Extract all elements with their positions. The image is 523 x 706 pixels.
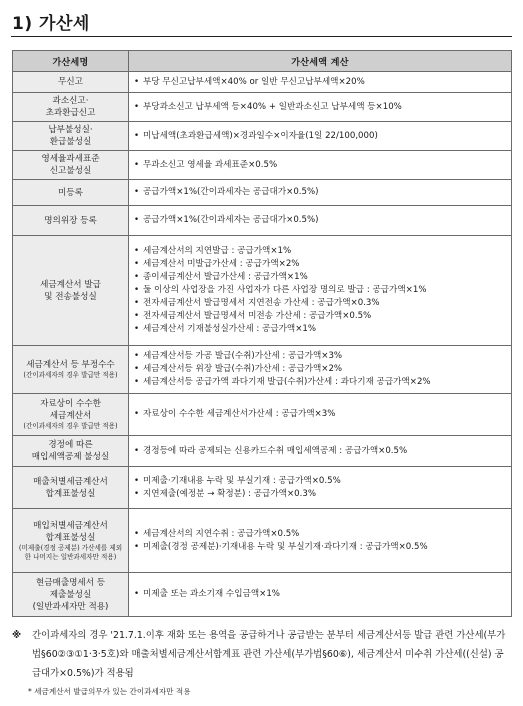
- penalty-calc-cell: [129, 236, 512, 346]
- calc-item: • 미납세액(초과환급세액)×경과일수×이자율(1일 22/100,000): [133, 130, 507, 143]
- title-divider: [11, 36, 512, 37]
- penalty-name-cell: 명의위장 등록: [13, 206, 129, 236]
- penalty-calc-cell: [129, 436, 512, 467]
- calc-item: • 경정등에 따라 공제되는 신용카드수취 매입세액공제 : 공급가액×0.5%: [133, 445, 507, 458]
- calc-item: • 무과소신고 영세율 과세표준×0.5%: [133, 159, 507, 172]
- calc-item: • 미제출·기재내용 누락 및 부실기재 : 공급가액×0.5%: [133, 475, 507, 488]
- penalty-name-cell: 영세율과세표준 신고불성실: [13, 151, 129, 180]
- calc-item: • 세금계산서등 위장 발급(수취)가산세 : 공급가액×2%: [133, 363, 507, 376]
- calc-item: • 둘 이상의 사업장을 가진 사업자가 다른 사업장 명의로 발급 : 공급가액×1%: [133, 284, 507, 297]
- footnote: * 세금계산서 발급의무가 있는 간이과세자만 적용: [28, 687, 191, 696]
- note-text: 간이과세자의 경우 '21.7.1.이후 재화 또는 용역을 공급하거나 공급받는 분부터 세금계산서등 발급 관련 가산세(부가법§60②③①1·3·5호)와 매출처별세금계산서합계표 관련 가산세(부가법§60⑥), 세금계산서 미수취 가산세((신설) 공급대가×0.5%)가 적용됨: [32, 630, 506, 679]
- table-row: [13, 93, 512, 122]
- penalty-name-cell: 과소신고· 초과환급신고: [13, 93, 129, 122]
- header-penalty-name: 가산세명: [13, 51, 129, 72]
- table-row: [13, 122, 512, 151]
- penalty-name-cell: 현금매출명세서 등 제출불성실 (일반과세자만 적용): [13, 573, 129, 617]
- table-row: [13, 436, 512, 467]
- table-row: [13, 151, 512, 180]
- penalty-calc-cell: [129, 394, 512, 436]
- calc-item: • 지연제출(예정분 → 확정분) : 공급가액×0.3%: [133, 488, 507, 501]
- calc-item: • 미제출 또는 과소기재 수입금액×1%: [133, 588, 507, 601]
- table-row: [13, 236, 512, 346]
- calc-item: • 전자세금계산서 발급명세서 지연전송 가산세 : 공급가액×0.3%: [133, 297, 507, 310]
- penalty-name-cell: 자료상이 수수한 세금계산서 (간이과세자의 경우 발급만 적용): [13, 394, 129, 436]
- calc-item: • 세금계산서등 공급가액 과다기재 발급(수취)가산세 : 과다기재 공급가액×2%: [133, 376, 507, 389]
- table-row: [13, 467, 512, 509]
- penalty-name-cell: 매입처별세금계산서 합계표불성실 (미제출(경정 공제분) 가산세를 제외한 나머지는 일반과세자만 적용): [13, 509, 129, 573]
- penalty-calc-cell: [129, 346, 512, 394]
- note-paragraph: [12, 626, 511, 683]
- table-row: [13, 509, 512, 573]
- table-row: [13, 573, 512, 617]
- calc-item: • 세금계산서등 가공 발급(수취)가산세 : 공급가액×3%: [133, 350, 507, 363]
- penalty-calc-cell: [129, 122, 512, 151]
- calc-item: • 공급가액×1%(간이과세자는 공급대가×0.5%): [133, 186, 507, 199]
- calc-item: • 세금계산서 미발급가산세 : 공급가액×2%: [133, 258, 507, 271]
- penalty-tax-table: [12, 50, 512, 617]
- penalty-name-cell: 세금계산서 발급 및 전송불성실: [13, 236, 129, 346]
- calc-item: • 종이세금계산서 발급가산세 : 공급가액×1%: [133, 271, 507, 284]
- calc-item: • 미제출(경정 공제분)·기재내용 누락 및 부실기재·과다기재 : 공급가액×0.5%: [133, 541, 507, 554]
- penalty-calc-cell: [129, 206, 512, 236]
- table-row: [13, 180, 512, 206]
- calc-item: • 부당 무신고납부세액×40% or 일반 무신고납부세액×20%: [133, 76, 507, 89]
- table-row: [13, 394, 512, 436]
- penalty-calc-cell: [129, 180, 512, 206]
- penalty-calc-cell: [129, 72, 512, 93]
- table-row: [13, 72, 512, 93]
- penalty-calc-cell: [129, 467, 512, 509]
- penalty-calc-cell: [129, 151, 512, 180]
- table-row: [13, 346, 512, 394]
- penalty-name-cell: 경정에 따른 매입세액공제 불성실: [13, 436, 129, 467]
- calc-item: • 세금계산서의 지연수취 : 공급가액×0.5%: [133, 528, 507, 541]
- penalty-name-cell: 미등록: [13, 180, 129, 206]
- calc-item: • 공급가액×1%(간이과세자는 공급대가×0.5%): [133, 214, 507, 227]
- calc-item: • 세금계산서 기재불성실가산세 : 공급가액×1%: [133, 323, 507, 336]
- table-header-row: [13, 51, 512, 72]
- header-penalty-calculation: 가산세액 계산: [129, 51, 512, 72]
- calc-item: • 부당과소신고 납부세액 등×40% + 일반과소신고 납부세액 등×10%: [133, 101, 507, 114]
- penalty-name-cell: 매출처별세금계산서 합계표불성실: [13, 467, 129, 509]
- table-row: [13, 206, 512, 236]
- penalty-name-cell: 납부불성실· 환급불성실: [13, 122, 129, 151]
- reference-mark: ※: [12, 630, 22, 641]
- calc-item: • 자료상이 수수한 세금계산서가산세 : 공급가액×3%: [133, 408, 507, 421]
- penalty-name-cell: 세금계산서 등 부정수수 (간이과세자의 경우 발급만 적용): [13, 346, 129, 394]
- penalty-calc-cell: [129, 93, 512, 122]
- penalty-calc-cell: [129, 509, 512, 573]
- penalty-calc-cell: [129, 573, 512, 617]
- penalty-name-cell: 무신고: [13, 72, 129, 93]
- calc-item: • 세금계산서의 지연발급 : 공급가액×1%: [133, 245, 507, 258]
- calc-item: • 전자세금계산서 발급명세서 미전송 가산세 : 공급가액×0.5%: [133, 310, 507, 323]
- section-title: 1) 가산세: [12, 14, 90, 34]
